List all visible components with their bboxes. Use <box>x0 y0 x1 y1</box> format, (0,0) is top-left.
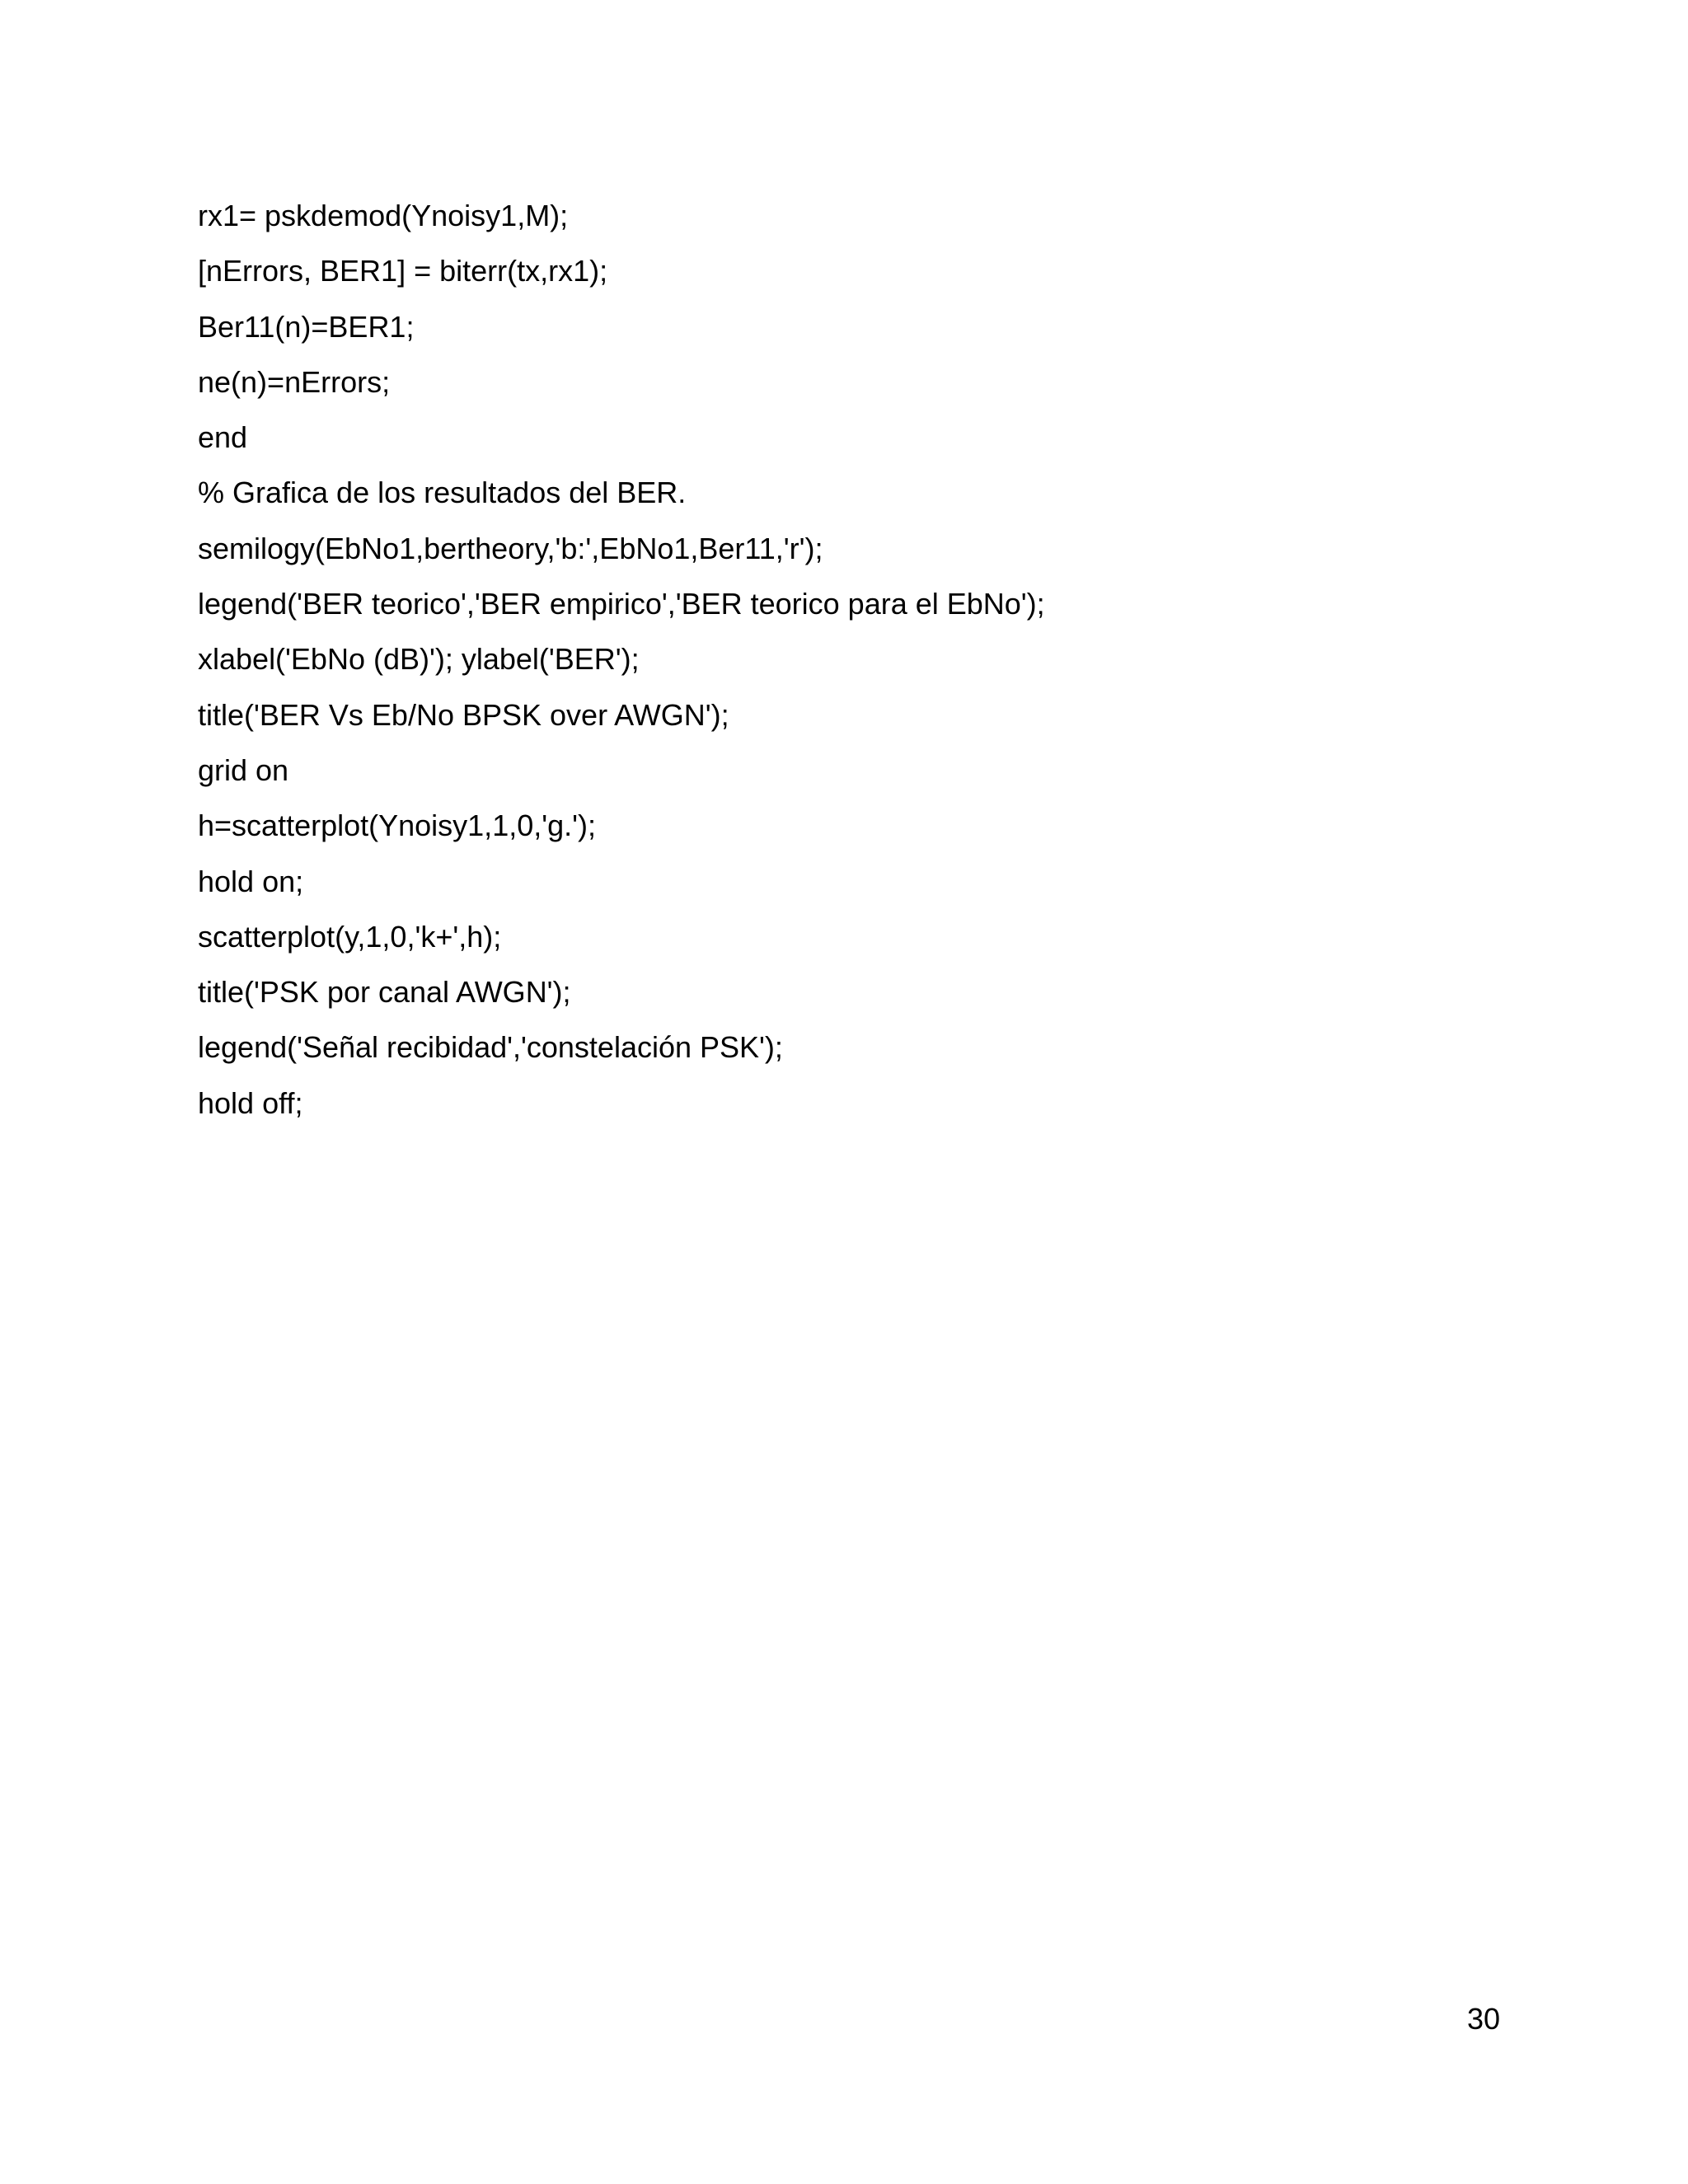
code-line: xlabel('EbNo (dB)'); ylabel('BER'); <box>198 642 640 677</box>
code-line: hold on; <box>198 864 304 898</box>
code-line: title('PSK por canal AWGN'); <box>198 975 571 1010</box>
code-line: scatterplot(y,1,0,'k+',h); <box>198 919 502 954</box>
code-line: h=scatterplot(Ynoisy1,1,0,'g.'); <box>198 808 596 843</box>
code-line: ne(n)=nErrors; <box>198 364 391 399</box>
code-line: hold off; <box>198 1085 303 1120</box>
code-line: legend('Señal recibidad','constelación PSK'); <box>198 1030 783 1065</box>
code-line: [nErrors, BER1] = biterr(tx,rx1); <box>198 254 608 288</box>
code-line: end <box>198 420 248 455</box>
code-line: Ber11(n)=BER1; <box>198 309 415 344</box>
code-comment-line: % Grafica de los resultados del BER. <box>198 476 687 510</box>
code-line: grid on <box>198 752 289 787</box>
code-listing <box>198 196 1517 1139</box>
code-line: rx1= pskdemod(Ynoisy1,M); <box>198 199 569 232</box>
code-line: legend('BER teorico','BER empirico','BER teorico para el EbNo'); <box>198 587 1045 621</box>
page-number: 30 <box>1466 2002 1500 2036</box>
code-line: title('BER Vs Eb/No BPSK over AWGN'); <box>198 697 729 732</box>
code-line: semilogy(EbNo1,bertheory,'b:',EbNo1,Ber11,'r'); <box>198 531 823 565</box>
